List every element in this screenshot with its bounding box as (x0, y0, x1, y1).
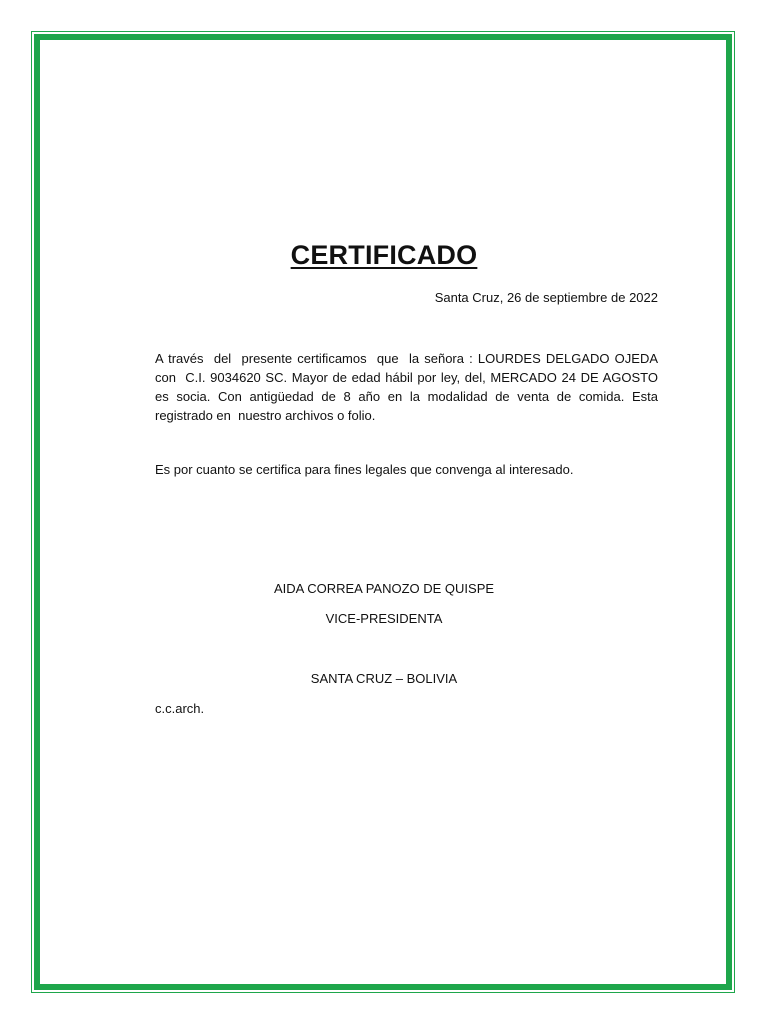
document-title: CERTIFICADO (290, 240, 478, 270)
date-line: Santa Cruz, 26 de septiembre de 2022 (434, 290, 658, 305)
certification-paragraph: A través del presente certificamos que la señora : LOURDES DELGADO OJEDA con C.I. 9034620 SC. Mayor de edad hábil por ley, del, MERCADO 24 DE AGOSTO es socia. Con antigüedad de 8 año en la modalidad de venta de comida. Esta registrado en nuestro archivos o folio. (155, 351, 666, 423)
closing-paragraph: Es por cuanto se certifica para fines legales que convenga al interesado. (155, 462, 574, 477)
cc-note: c.c.arch. (155, 701, 205, 716)
signer-name: AIDA CORREA PANOZO DE QUISPE (273, 581, 495, 596)
page-border (34, 34, 732, 990)
signer-title: VICE-PRESIDENTA (325, 611, 443, 626)
location-line: SANTA CRUZ – BOLIVIA (310, 671, 458, 686)
